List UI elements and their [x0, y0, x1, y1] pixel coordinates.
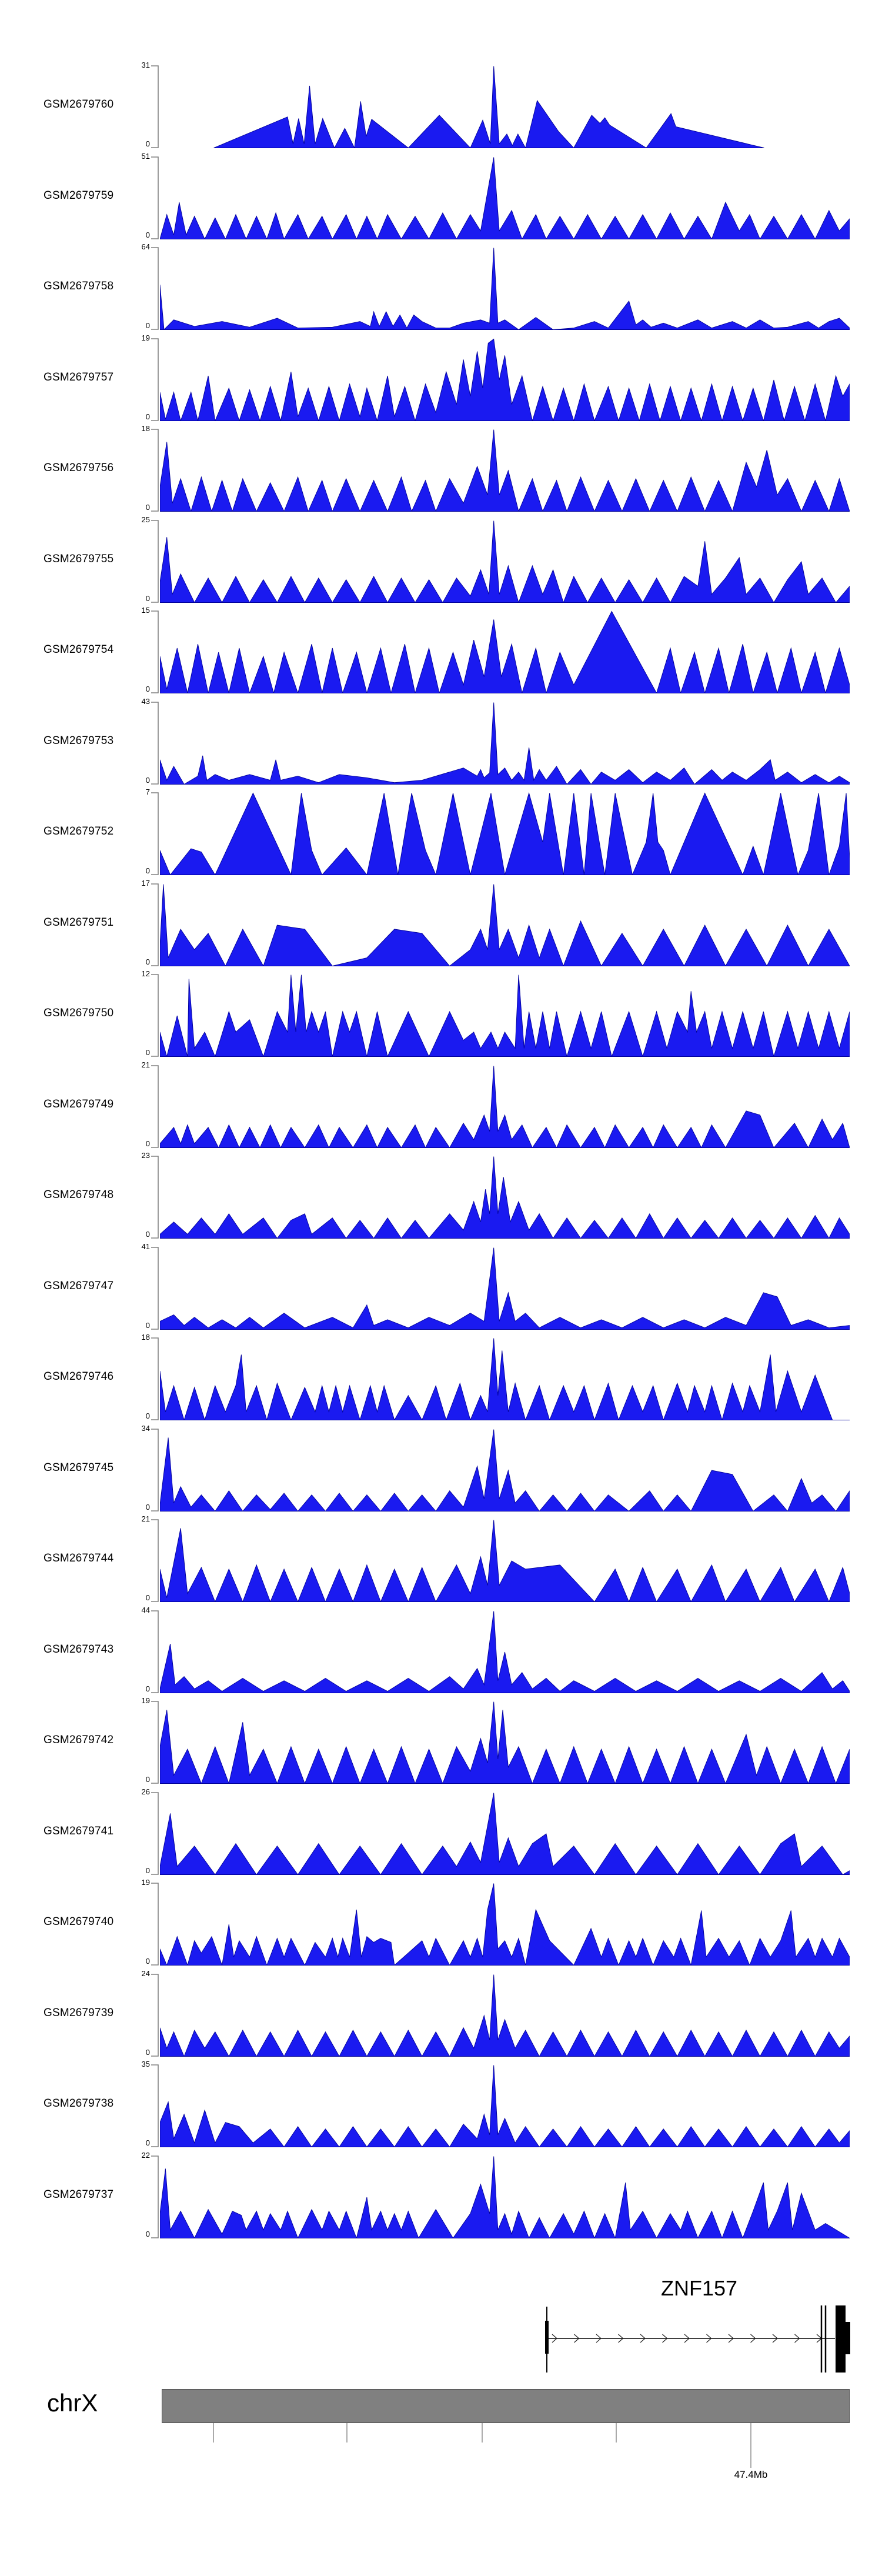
- track-row: [0, 61, 882, 148]
- exon-first-box: [545, 2321, 549, 2354]
- track-label: GSM2679739: [44, 2006, 114, 2019]
- y-axis-max-label: 25: [141, 515, 150, 524]
- signal-area: [160, 1429, 850, 1511]
- y-axis-zero-label: 0: [145, 1502, 150, 1511]
- signal-area: [160, 1337, 850, 1420]
- signal-area: [160, 1974, 850, 2057]
- track-label: GSM2679747: [44, 1279, 114, 1292]
- signal-area: [160, 974, 850, 1057]
- signal-area: [160, 883, 850, 966]
- y-axis-bracket: [148, 2064, 160, 2147]
- track-row: [0, 242, 882, 330]
- y-axis-zero-label: 0: [145, 1593, 150, 1602]
- track-row: [0, 606, 882, 693]
- signal-area: [160, 610, 850, 693]
- track-row: [0, 151, 882, 239]
- track-label: GSM2679759: [44, 189, 114, 202]
- track-label: GSM2679746: [44, 1370, 114, 1383]
- track-row: [0, 696, 882, 785]
- track-label: GSM2679743: [44, 1643, 114, 1656]
- y-axis-bracket: [148, 1883, 160, 1966]
- y-axis-zero-label: 0: [145, 503, 150, 512]
- y-axis-bracket: [148, 2155, 160, 2238]
- track-label: GSM2679741: [44, 1824, 114, 1837]
- signal-area: [160, 2064, 850, 2147]
- y-axis-zero-label: 0: [145, 1957, 150, 1966]
- track-row: [0, 333, 882, 421]
- track-row: [0, 2060, 882, 2147]
- track-label: GSM2679754: [44, 643, 114, 656]
- track-label: GSM2679760: [44, 98, 114, 111]
- y-axis-zero-label: 0: [145, 230, 150, 239]
- track-label: GSM2679751: [44, 916, 114, 929]
- y-axis-bracket: [148, 1247, 160, 1330]
- y-axis-zero-label: 0: [145, 1230, 150, 1239]
- y-axis-zero-label: 0: [145, 593, 150, 603]
- track-row: [0, 515, 882, 603]
- y-axis-zero-label: 0: [145, 957, 150, 966]
- y-axis-max-label: 21: [141, 1514, 150, 1523]
- signal-area: [160, 1519, 850, 1602]
- track-label: GSM2679745: [44, 1461, 114, 1474]
- track-label: GSM2679740: [44, 1916, 114, 1928]
- signal-area: [160, 247, 850, 330]
- y-axis-max-label: 19: [141, 1696, 150, 1705]
- y-axis-zero-label: 0: [145, 775, 150, 785]
- signal-area: [160, 792, 850, 875]
- y-axis-max-label: 12: [141, 969, 150, 978]
- y-axis-zero-label: 0: [145, 1775, 150, 1784]
- y-axis-bracket: [148, 1429, 160, 1511]
- y-axis-max-label: 7: [145, 788, 150, 796]
- track-row: [0, 1787, 882, 1875]
- exon-last-utr: [846, 2322, 850, 2354]
- y-axis-zero-label: 0: [145, 2047, 150, 2057]
- signal-area: [160, 1610, 850, 1693]
- y-axis-bracket: [148, 1519, 160, 1602]
- y-axis-bracket: [148, 1337, 160, 1420]
- y-axis-zero-label: 0: [145, 2138, 150, 2147]
- signal-area: [160, 338, 850, 421]
- y-axis-zero-label: 0: [145, 685, 150, 693]
- track-label: GSM2679742: [44, 1734, 114, 1746]
- track-row: [0, 1878, 882, 1966]
- signal-area: [160, 429, 850, 512]
- track-label: GSM2679749: [44, 1097, 114, 1110]
- track-row: [0, 788, 882, 875]
- y-axis-max-label: 64: [141, 242, 150, 251]
- track-row: [0, 969, 882, 1057]
- track-row: [0, 1605, 882, 1693]
- track-row: [0, 1242, 882, 1330]
- y-axis-max-label: 34: [141, 1423, 150, 1433]
- signal-area: [160, 1065, 850, 1148]
- y-axis-bracket: [148, 883, 160, 966]
- y-axis-zero-label: 0: [145, 1048, 150, 1057]
- y-axis-max-label: 31: [141, 61, 150, 69]
- track-row: [0, 2150, 882, 2238]
- y-axis-max-label: 21: [141, 1060, 150, 1069]
- signal-area: [160, 1156, 850, 1239]
- y-axis-max-label: 26: [141, 1787, 150, 1796]
- track-label: GSM2679748: [44, 1189, 114, 1201]
- track-label: GSM2679753: [44, 734, 114, 747]
- y-axis-bracket: [148, 1610, 160, 1693]
- chromosome-ideogram: [162, 2389, 850, 2423]
- y-axis-bracket: [148, 429, 160, 512]
- y-axis-bracket: [148, 338, 160, 421]
- signal-area: [160, 156, 850, 239]
- y-axis-bracket: [148, 1065, 160, 1148]
- y-axis-zero-label: 0: [145, 866, 150, 875]
- track-label: GSM2679750: [44, 1007, 114, 1019]
- track-row: [0, 1333, 882, 1420]
- y-axis-bracket: [148, 520, 160, 603]
- track-label: GSM2679737: [44, 2188, 114, 2201]
- y-axis-bracket: [148, 974, 160, 1057]
- y-axis-bracket: [148, 65, 160, 148]
- chromosome-label: chrX: [47, 2389, 98, 2417]
- y-axis-max-label: 35: [141, 2060, 150, 2068]
- y-axis-max-label: 18: [141, 424, 150, 433]
- y-axis-zero-label: 0: [145, 1866, 150, 1875]
- y-axis-bracket: [148, 610, 160, 693]
- y-axis-max-label: 19: [141, 333, 150, 342]
- y-axis-max-label: 19: [141, 1878, 150, 1887]
- track-label: GSM2679738: [44, 2097, 114, 2110]
- y-axis-bracket: [148, 1156, 160, 1239]
- track-row: [0, 1151, 882, 1239]
- track-label: GSM2679757: [44, 371, 114, 383]
- y-axis-bracket: [148, 1701, 160, 1784]
- signal-area: [160, 2155, 850, 2238]
- signal-area: [160, 1247, 850, 1330]
- y-axis-max-label: 23: [141, 1151, 150, 1160]
- signal-area: [160, 520, 850, 603]
- signal-area: [160, 702, 850, 785]
- y-axis-zero-label: 0: [145, 321, 150, 330]
- exon-last-cds: [836, 2305, 846, 2373]
- track-row: [0, 1968, 882, 2057]
- track-row: [0, 1060, 882, 1148]
- track-row: [0, 424, 882, 512]
- track-label: GSM2679752: [44, 825, 114, 837]
- gene-name-label: ZNF157: [660, 2276, 738, 2300]
- y-axis-zero-label: 0: [145, 1412, 150, 1420]
- y-axis-max-label: 51: [141, 151, 150, 161]
- y-axis-max-label: 41: [141, 1242, 150, 1251]
- y-axis-zero-label: 0: [145, 2229, 150, 2238]
- y-axis-max-label: 22: [141, 2150, 150, 2160]
- track-row: [0, 878, 882, 966]
- y-axis-max-label: 44: [141, 1605, 150, 1614]
- y-axis-bracket: [148, 1792, 160, 1875]
- track-row: [0, 1423, 882, 1511]
- gene-model-znf157: [529, 2297, 882, 2376]
- signal-area: [160, 1701, 850, 1784]
- signal-area: [160, 65, 850, 148]
- track-label: GSM2679744: [44, 1552, 114, 1564]
- track-row: [0, 1514, 882, 1602]
- y-axis-zero-label: 0: [145, 1684, 150, 1693]
- signal-area: [160, 1883, 850, 1966]
- track-row: [0, 1696, 882, 1784]
- y-axis-max-label: 15: [141, 606, 150, 615]
- track-label: GSM2679755: [44, 552, 114, 565]
- signal-area: [160, 1792, 850, 1875]
- y-axis-max-label: 43: [141, 696, 150, 706]
- y-axis-bracket: [148, 1974, 160, 2057]
- y-axis-zero-label: 0: [145, 1320, 150, 1330]
- track-label: GSM2679758: [44, 280, 114, 292]
- y-axis-bracket: [148, 247, 160, 330]
- y-axis-max-label: 24: [141, 1968, 150, 1978]
- position-label: 47.4Mb: [734, 2469, 768, 2480]
- y-axis-zero-label: 0: [145, 139, 150, 148]
- y-axis-zero-label: 0: [145, 1139, 150, 1148]
- y-axis-max-label: 18: [141, 1333, 150, 1342]
- y-axis-zero-label: 0: [145, 412, 150, 421]
- track-label: GSM2679756: [44, 462, 114, 474]
- y-axis-bracket: [148, 156, 160, 239]
- y-axis-bracket: [148, 792, 160, 875]
- y-axis-bracket: [148, 702, 160, 785]
- y-axis-max-label: 17: [141, 878, 150, 887]
